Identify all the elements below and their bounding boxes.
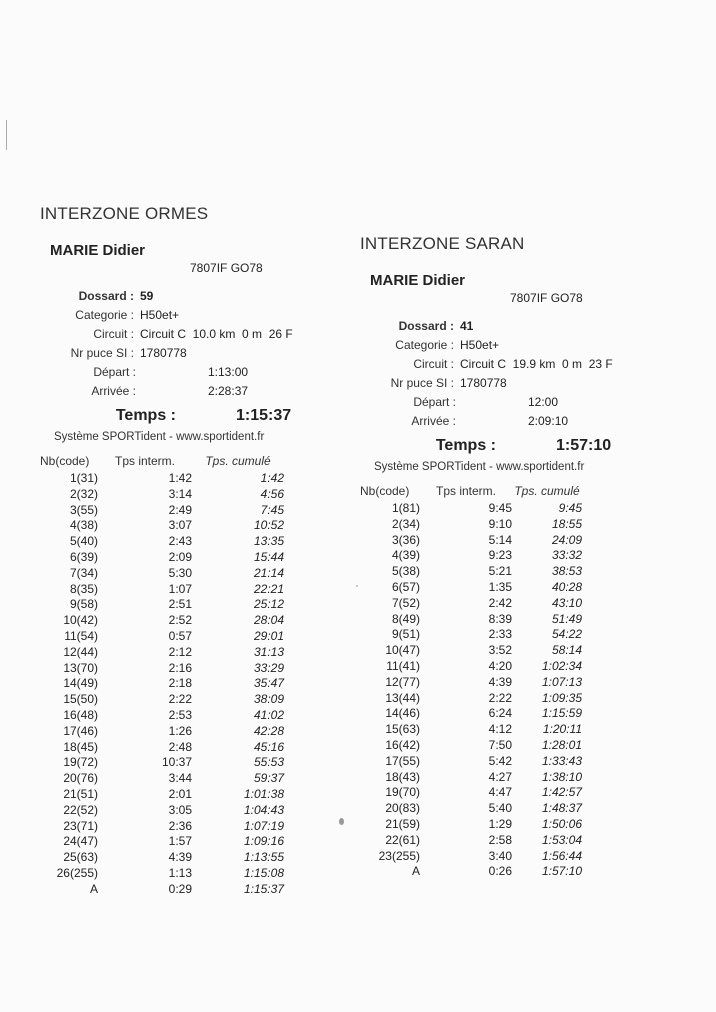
split-cumulative: 35:47 [253, 676, 284, 691]
event-title: INTERZONE ORMES [40, 204, 209, 223]
split-interval: 2:01 [168, 786, 192, 801]
split-interval: 1:42 [168, 471, 192, 485]
split-row [360, 849, 582, 865]
split-interval: 2:51 [168, 597, 192, 612]
runner-info [40, 287, 340, 401]
split-row [360, 691, 582, 707]
split-control: 14(49) [63, 676, 98, 691]
split-control: 16(48) [63, 707, 98, 722]
split-control: 22(52) [63, 802, 98, 817]
split-row [40, 597, 284, 613]
split-interval: 0:29 [168, 881, 192, 896]
split-row [40, 866, 284, 882]
split-cumulative: 1:42 [260, 471, 284, 485]
puce-value: 1780778 [460, 376, 507, 390]
scan-speck [6, 120, 7, 150]
split-control: 19(70) [385, 785, 420, 800]
split-control: 24(47) [63, 834, 98, 849]
split-interval: 3:14 [168, 486, 192, 501]
split-row [360, 643, 582, 659]
split-cumulative: 1:53:04 [541, 832, 582, 847]
split-cumulative: 13:35 [253, 534, 284, 549]
split-row [40, 676, 284, 692]
split-cumulative: 21:14 [253, 565, 284, 580]
depart-label: Départ : [93, 365, 136, 379]
split-control: 8(35) [69, 581, 98, 596]
puce-value: 1780778 [140, 346, 187, 360]
split-control: 25(63) [63, 850, 98, 865]
arrivee-label: Arrivée : [91, 384, 136, 398]
arrivee-value: 2:28:37 [208, 384, 249, 398]
split-interval: 1:57 [168, 834, 192, 849]
puce-label: Nr puce SI : [70, 346, 134, 360]
split-cumulative: 33:29 [253, 660, 284, 675]
split-cumulative: 38:09 [253, 692, 284, 707]
split-control: 18(43) [385, 769, 420, 784]
split-cumulative: 51:49 [551, 611, 582, 626]
split-control: 22(61) [385, 832, 420, 847]
split-cumulative: 15:44 [253, 549, 284, 564]
split-cumulative: 1:38:10 [541, 769, 582, 784]
split-control: 4(39) [391, 548, 420, 563]
split-cumulative: 54:22 [551, 627, 582, 642]
split-interval: 9:23 [488, 548, 512, 563]
split-cumulative: 9:45 [558, 501, 582, 515]
categorie-row [40, 306, 340, 325]
split-row [360, 817, 582, 833]
split-interval: 4:39 [168, 850, 192, 865]
split-row [360, 706, 582, 722]
split-cumulative: 24:09 [551, 532, 582, 547]
circuit-row [360, 355, 680, 374]
split-interval: 3:05 [168, 802, 192, 817]
split-interval: 2:22 [168, 692, 192, 707]
split-cumulative: 38:53 [551, 564, 582, 579]
split-cumulative: 59:37 [253, 771, 284, 786]
split-interval: 5:21 [488, 564, 512, 579]
split-row [40, 661, 284, 677]
split-control: 26(255) [56, 865, 98, 880]
split-cumulative: 1:50:06 [541, 816, 582, 831]
depart-label: Départ : [413, 395, 456, 409]
split-row [360, 612, 582, 628]
temps-value: 1:57:10 [556, 437, 612, 454]
split-row [40, 518, 284, 534]
split-interval: 9:10 [488, 516, 512, 531]
split-row [40, 834, 284, 850]
split-interval: 2:53 [168, 707, 192, 722]
header-nb-code: Nb(code) [360, 484, 410, 498]
split-control: A [89, 881, 98, 896]
split-control: 21(51) [63, 786, 98, 801]
split-row [40, 787, 284, 803]
scan-speck [339, 818, 344, 825]
dossard-value: 59 [140, 289, 154, 303]
split-cumulative: 45:16 [253, 739, 284, 754]
split-interval: 0:57 [168, 628, 192, 643]
split-row [40, 882, 284, 898]
split-cumulative: 1:28:01 [541, 737, 582, 752]
split-control: 15(50) [63, 692, 98, 707]
split-cumulative: 31:13 [253, 644, 284, 659]
split-row [360, 754, 582, 770]
split-interval: 1:35 [488, 579, 512, 594]
split-interval: 4:12 [488, 722, 512, 737]
split-interval: 6:24 [488, 706, 512, 721]
split-row [360, 738, 582, 754]
split-control: 14(46) [385, 706, 420, 721]
split-row [40, 566, 284, 582]
split-cumulative: 1:42:57 [541, 785, 582, 800]
split-row [40, 692, 284, 708]
split-cumulative: 58:14 [551, 643, 582, 658]
runner-name: MARIE Didier [50, 242, 146, 259]
split-cumulative: 1:09:35 [541, 690, 582, 705]
split-row [360, 517, 582, 533]
split-interval: 9:45 [488, 501, 512, 515]
split-interval: 4:47 [488, 785, 512, 800]
split-interval: 1:07 [168, 581, 192, 596]
temps-row [360, 437, 680, 455]
dossard-value: 41 [460, 319, 474, 333]
split-interval: 2:42 [488, 595, 512, 610]
ticket-saran [360, 234, 680, 880]
split-control: 13(44) [385, 690, 420, 705]
split-row [40, 613, 284, 629]
split-control: 8(49) [391, 611, 420, 626]
split-control: 6(57) [391, 579, 420, 594]
split-row [360, 659, 582, 675]
split-interval: 4:39 [488, 674, 512, 689]
split-interval: 2:18 [168, 676, 192, 691]
split-control: 1(31) [69, 471, 98, 485]
split-row [40, 534, 284, 550]
scan-speck [356, 585, 358, 587]
split-row [360, 580, 582, 596]
split-cumulative: 1:33:43 [541, 753, 582, 768]
split-cumulative: 22:21 [253, 581, 284, 596]
split-control: 23(255) [378, 848, 420, 863]
split-control: 12(44) [63, 644, 98, 659]
split-control: 4(38) [69, 518, 98, 533]
split-row [360, 627, 582, 643]
header-tps-cumule: Tps. cumulé [205, 454, 271, 468]
header-tps-cumule: Tps. cumulé [514, 484, 580, 498]
split-cumulative: 18:55 [551, 516, 582, 531]
split-cumulative: 1:09:16 [243, 834, 284, 849]
circuit-value: Circuit C 19.9 km 0 m 23 F [460, 357, 613, 371]
club-code: 7807IF GO78 [190, 261, 263, 275]
depart-row [40, 363, 340, 382]
split-control: A [411, 864, 420, 879]
circuit-row [40, 325, 340, 344]
split-interval: 2:36 [168, 818, 192, 833]
splits-table [360, 481, 582, 880]
split-interval: 5:42 [488, 753, 512, 768]
split-interval: 7:50 [488, 737, 512, 752]
split-cumulative: 1:15:59 [541, 706, 582, 721]
split-row [40, 708, 284, 724]
split-interval: 3:44 [168, 771, 192, 786]
split-interval: 2:12 [168, 644, 192, 659]
split-row [40, 645, 284, 661]
dossard-label: Dossard : [78, 289, 134, 303]
split-interval: 2:52 [168, 613, 192, 628]
split-control: 2(34) [391, 516, 420, 531]
split-row [40, 582, 284, 598]
split-control: 21(59) [385, 816, 420, 831]
split-row [360, 833, 582, 849]
categorie-row [360, 336, 680, 355]
arrivee-label: Arrivée : [411, 414, 456, 428]
split-cumulative: 1:07:13 [541, 674, 582, 689]
split-row [360, 785, 582, 801]
split-interval: 4:20 [488, 658, 512, 673]
depart-row [360, 393, 680, 412]
split-row [40, 803, 284, 819]
split-interval: 2:48 [168, 739, 192, 754]
split-control: 9(58) [69, 597, 98, 612]
split-row [360, 864, 582, 880]
split-cumulative: 1:01:38 [243, 786, 284, 801]
split-cumulative: 43:10 [551, 595, 582, 610]
depart-value: 12:00 [528, 395, 559, 409]
split-row [360, 675, 582, 691]
arrivee-row [360, 412, 680, 431]
split-control: 11(54) [64, 628, 98, 643]
puce-row [360, 374, 680, 393]
split-cumulative: 1:13:55 [243, 850, 284, 865]
categorie-value: H50et+ [460, 338, 500, 352]
split-control: 10(47) [385, 643, 420, 658]
dossard-label: Dossard : [398, 319, 454, 333]
split-control: 1(81) [391, 501, 420, 515]
split-cumulative: 1:15:37 [243, 881, 284, 896]
dossard-row [40, 287, 340, 306]
split-cumulative: 25:12 [253, 597, 284, 612]
circuit-value: Circuit C 10.0 km 0 m 26 F [140, 327, 293, 341]
temps-label: Temps : [115, 407, 176, 424]
split-interval: 5:30 [168, 565, 192, 580]
split-row [40, 471, 284, 487]
split-row [360, 770, 582, 786]
split-cumulative: 1:48:37 [541, 801, 582, 816]
header-tps-interm: Tps interm. [114, 454, 175, 468]
split-row [40, 629, 284, 645]
split-control: 9(51) [391, 627, 420, 642]
split-control: 15(63) [385, 722, 420, 737]
split-control: 6(39) [69, 549, 98, 564]
split-cumulative: 1:56:44 [541, 848, 582, 863]
split-control: 17(55) [385, 753, 420, 768]
split-row [360, 533, 582, 549]
split-row [40, 771, 284, 787]
split-control: 18(45) [63, 739, 98, 754]
split-cumulative: 1:57:10 [541, 864, 582, 879]
splits-header [40, 451, 284, 471]
header-tps-interm: Tps interm. [435, 484, 496, 498]
split-row [360, 722, 582, 738]
split-cumulative: 29:01 [253, 628, 284, 643]
split-cumulative: 10:52 [253, 518, 284, 533]
split-interval: 2:09 [168, 549, 192, 564]
split-control: 16(42) [385, 737, 420, 752]
splits-header [360, 481, 582, 501]
split-row [40, 819, 284, 835]
header-nb-code: Nb(code) [40, 454, 90, 468]
split-interval: 5:14 [488, 532, 512, 547]
split-row [40, 740, 284, 756]
temps-row [40, 407, 340, 425]
split-interval: 1:29 [488, 816, 512, 831]
puce-label: Nr puce SI : [390, 376, 454, 390]
split-control: 7(52) [391, 595, 420, 610]
split-row [360, 596, 582, 612]
split-interval: 4:27 [488, 769, 512, 784]
split-cumulative: 28:04 [253, 613, 284, 628]
split-control: 10(42) [63, 613, 98, 628]
temps-label: Temps : [435, 437, 496, 454]
split-interval: 2:49 [168, 502, 192, 517]
categorie-value: H50et+ [140, 308, 180, 322]
split-control: 3(55) [69, 502, 98, 517]
split-cumulative: 41:02 [253, 707, 284, 722]
split-cumulative: 1:02:34 [541, 658, 582, 673]
runner-name: MARIE Didier [370, 272, 466, 289]
splits-table [40, 451, 284, 898]
split-control: 20(83) [385, 801, 420, 816]
split-control: 11(41) [386, 658, 420, 673]
split-row [360, 801, 582, 817]
split-row [40, 755, 284, 771]
split-cumulative: 1:20:11 [542, 722, 582, 737]
circuit-label: Circuit : [413, 357, 454, 371]
split-interval: 2:16 [168, 660, 192, 675]
split-control: 23(71) [63, 818, 98, 833]
puce-row [40, 344, 340, 363]
categorie-label: Categorie : [395, 338, 454, 352]
split-row [360, 548, 582, 564]
split-control: 12(77) [385, 674, 420, 689]
split-interval: 2:58 [488, 832, 512, 847]
split-row [40, 724, 284, 740]
split-interval: 2:33 [488, 627, 512, 642]
split-interval: 3:40 [488, 848, 512, 863]
system-credit: Système SPORTident - www.sportident.fr [374, 461, 585, 473]
split-cumulative: 55:53 [253, 755, 284, 770]
split-control: 13(70) [63, 660, 98, 675]
split-row [360, 564, 582, 580]
split-cumulative: 4:56 [260, 486, 284, 501]
split-row [40, 503, 284, 519]
split-control: 5(38) [391, 564, 420, 579]
split-control: 5(40) [69, 534, 98, 549]
club-code: 7807IF GO78 [510, 291, 583, 305]
split-interval: 1:26 [168, 723, 192, 738]
split-control: 7(34) [69, 565, 98, 580]
split-interval: 3:07 [168, 518, 192, 533]
dossard-row [360, 317, 680, 336]
split-row [360, 501, 582, 517]
arrivee-value: 2:09:10 [528, 414, 569, 428]
split-control: 19(72) [63, 755, 98, 770]
split-interval: 5:40 [488, 801, 512, 816]
split-cumulative: 1:15:08 [243, 865, 284, 880]
split-control: 3(36) [391, 532, 420, 547]
split-control: 2(32) [69, 486, 98, 501]
split-row [40, 850, 284, 866]
ticket-ormes [40, 204, 340, 898]
event-title: INTERZONE SARAN [360, 234, 525, 253]
split-interval: 10:37 [161, 755, 192, 770]
arrivee-row [40, 382, 340, 401]
split-interval: 3:52 [488, 643, 512, 658]
system-credit: Système SPORTident - www.sportident.fr [54, 431, 265, 443]
split-cumulative: 7:45 [260, 502, 284, 517]
split-cumulative: 33:32 [551, 548, 582, 563]
split-cumulative: 1:07:19 [243, 818, 284, 833]
split-control: 17(46) [63, 723, 98, 738]
depart-value: 1:13:00 [208, 365, 249, 379]
split-interval: 2:43 [168, 534, 192, 549]
temps-value: 1:15:37 [236, 407, 292, 424]
split-interval: 0:26 [488, 864, 512, 879]
split-cumulative: 1:04:43 [243, 802, 284, 817]
categorie-label: Categorie : [75, 308, 134, 322]
split-row [40, 487, 284, 503]
split-interval: 2:22 [488, 690, 512, 705]
circuit-label: Circuit : [93, 327, 134, 341]
split-cumulative: 40:28 [551, 579, 582, 594]
split-control: 20(76) [63, 771, 98, 786]
split-interval: 1:13 [168, 865, 192, 880]
runner-info [360, 317, 680, 431]
split-interval: 8:39 [488, 611, 512, 626]
split-row [40, 550, 284, 566]
split-cumulative: 42:28 [253, 723, 284, 738]
